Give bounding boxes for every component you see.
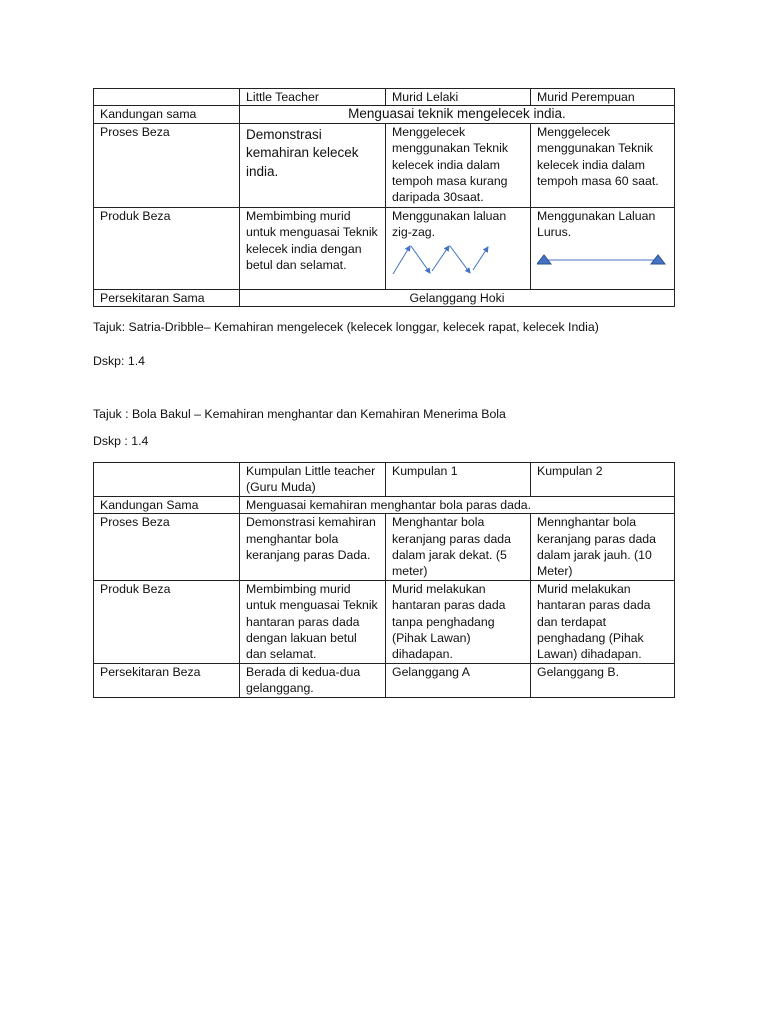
table-row	[94, 207, 675, 289]
cell-text: Menggunakan laluan zig-zag.	[392, 208, 507, 240]
header-cell: Kumpulan Little teacher (Guru Muda)	[240, 463, 386, 497]
row-label: Persekitaran Sama	[94, 289, 240, 306]
cell: Gelanggang B.	[531, 663, 675, 697]
straight-arrow-icon	[537, 241, 667, 271]
header-cell: Kumpulan 2	[531, 463, 675, 497]
cell: Membimbing murid untuk menguasai Teknik kelecek india dengan betul dan selamat.	[240, 207, 386, 289]
table-row	[94, 663, 675, 697]
tajuk-2: Tajuk : Bola Bakul – Kemahiran menghantar dan Kemahiran Menerima Bola	[93, 407, 506, 421]
table-header-row	[94, 463, 675, 497]
table-row	[94, 580, 675, 663]
cell: Mennghantar bola keranjang paras dada dalam jarak jauh. (10 Meter)	[531, 514, 675, 581]
table-header-row	[94, 89, 675, 106]
merged-cell: Menguasai teknik mengelecek india.	[240, 106, 675, 123]
cell: Demonstrasi kemahiran menghantar bola keranjang paras Dada.	[240, 514, 386, 581]
table-satria-dribble	[93, 88, 675, 307]
table-row	[94, 123, 675, 207]
table-row	[94, 106, 675, 123]
cell: Murid melakukan hantaran paras dada tanpa penghadang (Pihak Lawan) dihadapan.	[386, 580, 531, 663]
cell: Menggelecek menggunakan Teknik kelecek india dalam tempoh masa kurang daripada 30saat.	[386, 123, 531, 207]
cell-straight	[531, 207, 675, 289]
cell: Gelanggang A	[386, 663, 531, 697]
header-cell	[94, 463, 240, 497]
row-label: Proses Beza	[94, 123, 240, 207]
dskp-1: Dskp: 1.4	[93, 354, 145, 368]
table-row	[94, 496, 675, 513]
cell: Murid melakukan hantaran paras dada dan terdapat penghadang (Pihak Lawan) dihadapan.	[531, 580, 675, 663]
cell: Membimbing murid untuk menguasai Teknik hantaran paras dada dengan lakuan betul dan selamat.	[240, 580, 386, 663]
row-label: Persekitaran Beza	[94, 663, 240, 697]
header-cell: Kumpulan 1	[386, 463, 531, 497]
row-label: Produk Beza	[94, 207, 240, 289]
header-cell: Murid Perempuan	[531, 89, 675, 106]
cell: Menggelecek menggunakan Teknik kelecek india dalam tempoh masa 60 saat.	[531, 123, 675, 207]
dskp-2: Dskp : 1.4	[93, 434, 149, 448]
cell: Menghantar bola keranjang paras dada dalam jarak dekat. (5 meter)	[386, 514, 531, 581]
table-bola-bakul	[93, 462, 675, 698]
row-label: Proses Beza	[94, 514, 240, 581]
merged-cell: Gelanggang Hoki	[240, 289, 675, 306]
header-cell	[94, 89, 240, 106]
header-cell: Little Teacher	[240, 89, 386, 106]
row-label: Kandungan sama	[94, 106, 240, 123]
merged-cell: Menguasai kemahiran menghantar bola paras dada.	[240, 496, 675, 513]
table-row	[94, 289, 675, 306]
cell: Demonstrasi kemahiran kelecek india.	[240, 123, 386, 207]
header-cell: Murid Lelaki	[386, 89, 531, 106]
row-label: Kandungan Sama	[94, 496, 240, 513]
row-label: Produk Beza	[94, 580, 240, 663]
cell-text: Menggunakan Laluan Lurus.	[537, 208, 656, 240]
table-row	[94, 514, 675, 581]
tajuk-1: Tajuk: Satria-Dribble– Kemahiran mengelecek (kelecek longgar, kelecek rapat, kelecek India)	[93, 320, 599, 334]
cell: Berada di kedua-dua gelanggang.	[240, 663, 386, 697]
zigzag-arrows-icon	[392, 241, 510, 279]
cell-zigzag	[386, 207, 531, 289]
